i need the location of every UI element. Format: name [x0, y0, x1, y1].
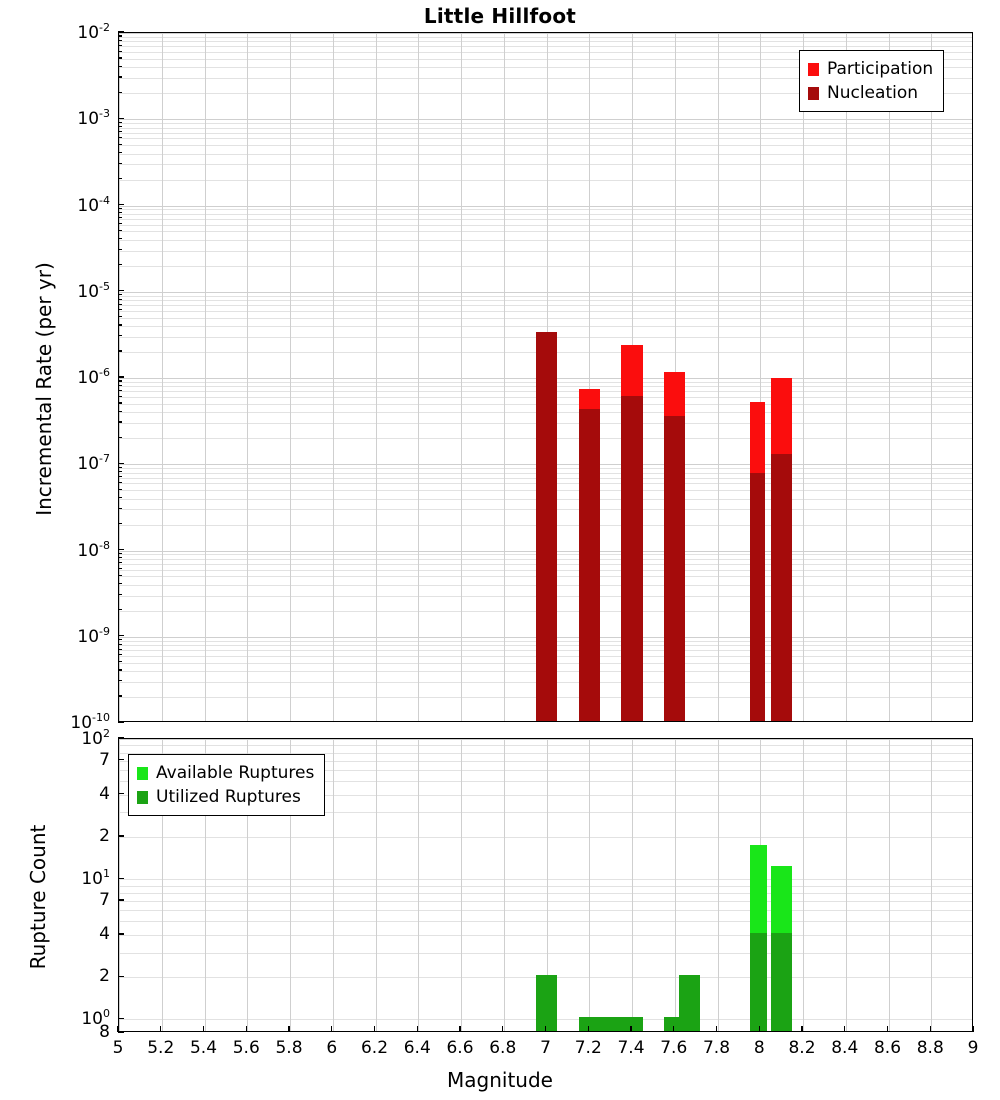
y-tick-mark — [118, 31, 124, 32]
legend-item — [808, 81, 933, 105]
bar — [664, 1017, 679, 1031]
bar — [536, 975, 557, 1031]
x-tick-mark — [972, 1026, 973, 1032]
y-tick-mark — [118, 609, 122, 610]
y-tick-mark — [118, 557, 122, 558]
bar — [679, 975, 700, 1031]
y-axis-label-bottom: Rupture Count — [26, 824, 50, 970]
x-tick-mark — [203, 1026, 204, 1032]
y-tick-mark — [118, 489, 122, 490]
y-tick-label: 4 — [99, 924, 110, 944]
y-tick-label: $10^{-10}$ — [70, 711, 110, 733]
y-tick-mark — [118, 1031, 124, 1032]
y-tick-label: $10^0$ — [81, 1007, 110, 1030]
bars-top — [119, 33, 972, 721]
bar — [600, 1017, 621, 1031]
x-tick-label: 8.2 — [788, 1038, 816, 1058]
y-tick-mark — [118, 178, 122, 179]
x-tick-label: 7.8 — [702, 1038, 731, 1058]
y-tick-mark — [118, 264, 122, 265]
y-tick-mark — [118, 57, 122, 58]
y-tick-mark — [118, 476, 122, 477]
y-tick-mark — [118, 976, 124, 977]
x-tick-label: 8.8 — [916, 1038, 944, 1058]
legend-top — [799, 50, 944, 112]
y-tick-label: 7 — [99, 889, 110, 910]
y-tick-mark — [118, 568, 122, 569]
x-tick-label: 8.6 — [873, 1038, 902, 1058]
x-tick-mark — [117, 1026, 118, 1032]
y-tick-mark — [118, 335, 122, 336]
bar — [750, 473, 765, 721]
y-tick-mark — [118, 1018, 124, 1019]
y-tick-mark — [118, 721, 124, 722]
y-tick-label: $10^{-4}$ — [77, 193, 110, 216]
y-tick-label: 7 — [99, 749, 110, 770]
y-tick-mark — [118, 217, 122, 218]
x-tick-mark — [459, 1026, 460, 1032]
x-tick-label: 8 — [753, 1038, 765, 1058]
y-tick-mark — [118, 523, 122, 524]
y-tick-mark — [118, 350, 122, 351]
y-tick-mark — [118, 635, 124, 636]
y-tick-label: $10^{-2}$ — [77, 21, 110, 43]
y-tick-label: $10^1$ — [81, 867, 110, 890]
y-tick-mark — [118, 933, 124, 934]
y-tick-mark — [118, 223, 122, 224]
legend-label: Available Ruptures — [156, 763, 315, 783]
x-tick-label: 7 — [540, 1038, 551, 1058]
y-tick-mark — [118, 204, 124, 205]
legend-label: Nucleation — [827, 83, 919, 103]
y-tick-mark — [118, 126, 122, 127]
y-tick-mark — [118, 437, 122, 438]
y-axis-label-top: Incremental Rate (per yr) — [32, 262, 56, 516]
y-tick-mark — [118, 594, 122, 595]
y-tick-label: $10^{-5}$ — [77, 279, 110, 302]
y-tick-mark — [118, 467, 122, 468]
bar — [664, 416, 685, 721]
y-tick-mark — [118, 304, 122, 305]
y-tick-mark — [118, 163, 122, 164]
y-tick-mark — [118, 290, 124, 291]
y-tick-mark — [118, 695, 122, 696]
y-tick-mark — [118, 35, 122, 36]
y-tick-mark — [118, 411, 122, 412]
bar — [621, 396, 642, 721]
y-tick-mark — [118, 583, 122, 584]
y-tick-mark — [118, 76, 122, 77]
y-tick-mark — [118, 316, 122, 317]
y-tick-label: 2 — [99, 826, 110, 846]
y-tick-mark — [118, 759, 124, 760]
legend-item — [137, 785, 314, 809]
x-tick-mark — [801, 1026, 802, 1032]
y-tick-mark — [118, 793, 124, 794]
x-tick-label: 7.6 — [660, 1038, 688, 1058]
y-tick-mark — [118, 680, 122, 681]
x-tick-mark — [630, 1026, 631, 1032]
bar — [771, 933, 792, 1031]
y-tick-label: 8 — [99, 1022, 110, 1042]
y-tick-label: $10^{-9}$ — [77, 624, 110, 647]
bar — [579, 409, 600, 722]
bar — [579, 1017, 600, 1031]
y-tick-mark — [118, 654, 122, 655]
y-tick-mark — [118, 421, 122, 422]
y-tick-mark — [118, 390, 122, 391]
plot-area-incremental-rate — [118, 32, 973, 722]
y-tick-mark — [118, 238, 122, 239]
y-tick-mark — [118, 131, 122, 132]
y-tick-mark — [118, 553, 122, 554]
x-tick-label: 6 — [326, 1038, 338, 1058]
y-tick-mark — [118, 835, 124, 836]
bar — [771, 454, 792, 721]
x-tick-mark — [887, 1026, 888, 1032]
x-tick-mark — [673, 1026, 674, 1032]
x-tick-label: 5.6 — [232, 1038, 260, 1058]
y-tick-label: 4 — [99, 783, 110, 804]
legend-label: Utilized Ruptures — [156, 787, 301, 807]
y-tick-mark — [118, 249, 122, 250]
y-tick-label: $10^2$ — [81, 727, 110, 749]
x-tick-label: 5 — [112, 1038, 124, 1058]
bar — [621, 1017, 642, 1031]
legend-label: Participation — [827, 59, 934, 79]
y-tick-label: $10^{-8}$ — [77, 538, 110, 561]
y-tick-mark — [118, 497, 122, 498]
x-tick-label: 5.8 — [275, 1038, 303, 1058]
y-tick-mark — [118, 152, 122, 153]
y-tick-mark — [118, 899, 124, 900]
y-tick-mark — [118, 385, 122, 386]
y-tick-mark — [118, 562, 122, 563]
y-tick-label: $10^{-3}$ — [77, 107, 110, 130]
legend-item — [808, 57, 933, 81]
y-tick-mark — [118, 92, 122, 93]
x-tick-mark — [417, 1026, 418, 1032]
y-tick-mark — [118, 402, 122, 403]
y-tick-mark — [118, 309, 122, 310]
legend-swatch — [808, 87, 819, 100]
legend-swatch — [808, 63, 819, 76]
x-tick-mark — [545, 1026, 546, 1032]
x-tick-mark — [759, 1026, 760, 1032]
x-tick-label: 7.4 — [617, 1038, 645, 1058]
x-tick-mark — [502, 1026, 503, 1032]
x-tick-label: 5.2 — [147, 1038, 175, 1058]
page-title: Little Hillfoot — [423, 4, 577, 28]
y-tick-mark — [118, 294, 122, 295]
y-tick-mark — [118, 51, 122, 52]
x-axis-label: Magnitude — [447, 1068, 553, 1092]
x-tick-mark — [160, 1026, 161, 1032]
bar — [536, 332, 557, 721]
y-tick-mark — [118, 575, 122, 576]
y-tick-mark — [118, 40, 122, 41]
y-tick-mark — [118, 669, 122, 670]
x-tick-mark — [246, 1026, 247, 1032]
y-tick-mark — [118, 122, 122, 123]
y-tick-mark — [118, 137, 122, 138]
bar — [750, 933, 767, 1031]
x-tick-label: 7.2 — [574, 1038, 602, 1058]
x-tick-mark — [716, 1026, 717, 1032]
y-tick-label: $10^{-6}$ — [77, 366, 110, 388]
x-tick-label: 9 — [967, 1038, 979, 1058]
x-tick-label: 6.6 — [446, 1038, 474, 1058]
y-tick-mark — [118, 639, 122, 640]
y-tick-mark — [118, 212, 122, 213]
x-tick-mark — [930, 1026, 931, 1032]
legend-swatch — [137, 791, 148, 804]
y-tick-mark — [118, 144, 122, 145]
y-tick-mark — [118, 878, 124, 879]
y-tick-label: 2 — [99, 966, 110, 987]
y-tick-mark — [118, 230, 122, 231]
x-tick-mark — [288, 1026, 289, 1032]
legend-swatch — [137, 767, 148, 780]
y-tick-mark — [118, 649, 122, 650]
y-tick-mark — [118, 324, 122, 325]
x-tick-label: 6.2 — [360, 1038, 389, 1058]
x-tick-label: 6.4 — [403, 1038, 431, 1058]
x-tick-mark — [844, 1026, 845, 1032]
y-tick-mark — [118, 208, 122, 209]
y-tick-label: $10^{-7}$ — [77, 452, 110, 475]
y-tick-mark — [118, 661, 122, 662]
y-tick-mark — [118, 644, 122, 645]
x-tick-mark — [331, 1026, 332, 1032]
y-tick-mark — [118, 66, 122, 67]
y-tick-mark — [118, 45, 122, 46]
y-tick-mark — [118, 463, 124, 464]
x-tick-label: 6.8 — [489, 1038, 517, 1058]
y-tick-mark — [118, 549, 124, 550]
x-tick-label: 8.4 — [831, 1038, 859, 1058]
x-tick-mark — [374, 1026, 375, 1032]
y-tick-mark — [118, 118, 124, 119]
x-tick-mark — [588, 1026, 589, 1032]
y-tick-mark — [118, 380, 122, 381]
y-tick-mark — [118, 508, 122, 509]
y-tick-mark — [118, 299, 122, 300]
y-tick-mark — [118, 376, 124, 377]
legend-bottom — [128, 754, 325, 816]
x-tick-label: 5.4 — [189, 1038, 218, 1058]
y-tick-mark — [118, 737, 124, 738]
y-tick-mark — [118, 482, 122, 483]
y-tick-mark — [118, 396, 122, 397]
y-tick-mark — [118, 471, 122, 472]
legend-item — [137, 761, 314, 785]
